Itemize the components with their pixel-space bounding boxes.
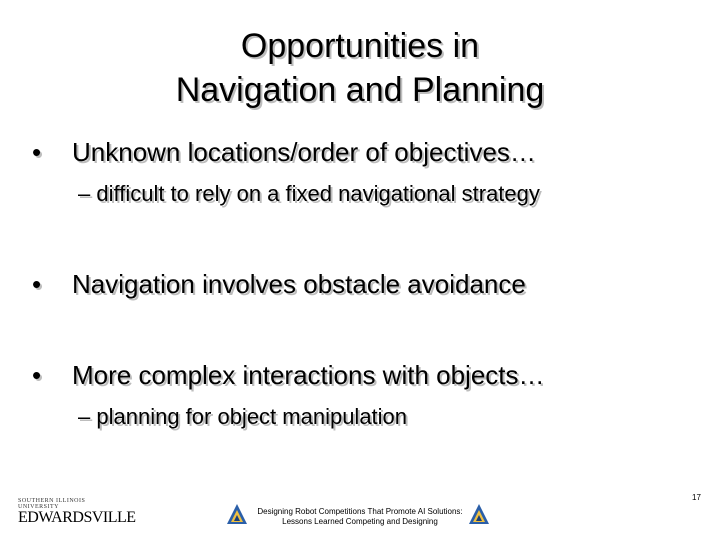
slide-title-line-2: Navigation and Planning [175,71,545,109]
bullet-2 [24,268,526,300]
bullet-2-text: Navigation involves obstacle avoidance [72,269,526,299]
sub-bullet-3-text: planning for object manipulation [96,404,408,429]
aaai-triangle-logo-icon [226,503,248,525]
bullet-1-text: Unknown locations/order of objectives… [72,137,536,167]
bullet-3 [24,359,545,391]
sub-bullet-1-text: difficult to rely on a fixed navigational strategy [96,181,540,206]
sub-bullet-1 [78,180,540,208]
bullet-3-text: More complex interactions with objects… [72,360,545,390]
siue-logo [18,498,136,526]
logo-big-text: EDWARDSVILLE [18,509,136,526]
footer-caption [250,507,470,527]
bullet-marker: • [32,269,42,299]
slide-title-line-1: Opportunities in [240,27,480,65]
page-number: 17 [692,493,701,502]
sub-bullet-3 [78,403,407,431]
aaai-triangle-logo-icon [468,503,490,525]
bullet-marker: • [32,137,42,167]
slide-title [0,24,720,112]
footer-line-2: Lessons Learned Competing and Designing [282,517,438,526]
bullet-marker: • [32,360,42,390]
logo-small-text: SOUTHERN ILLINOIS UNIVERSITY [18,498,86,510]
bullet-1 [24,136,536,168]
sub-bullet-marker: – [78,181,91,206]
sub-bullet-marker: – [78,404,91,429]
footer-line-1: Designing Robot Competitions That Promote AI Solutions: [257,507,463,516]
